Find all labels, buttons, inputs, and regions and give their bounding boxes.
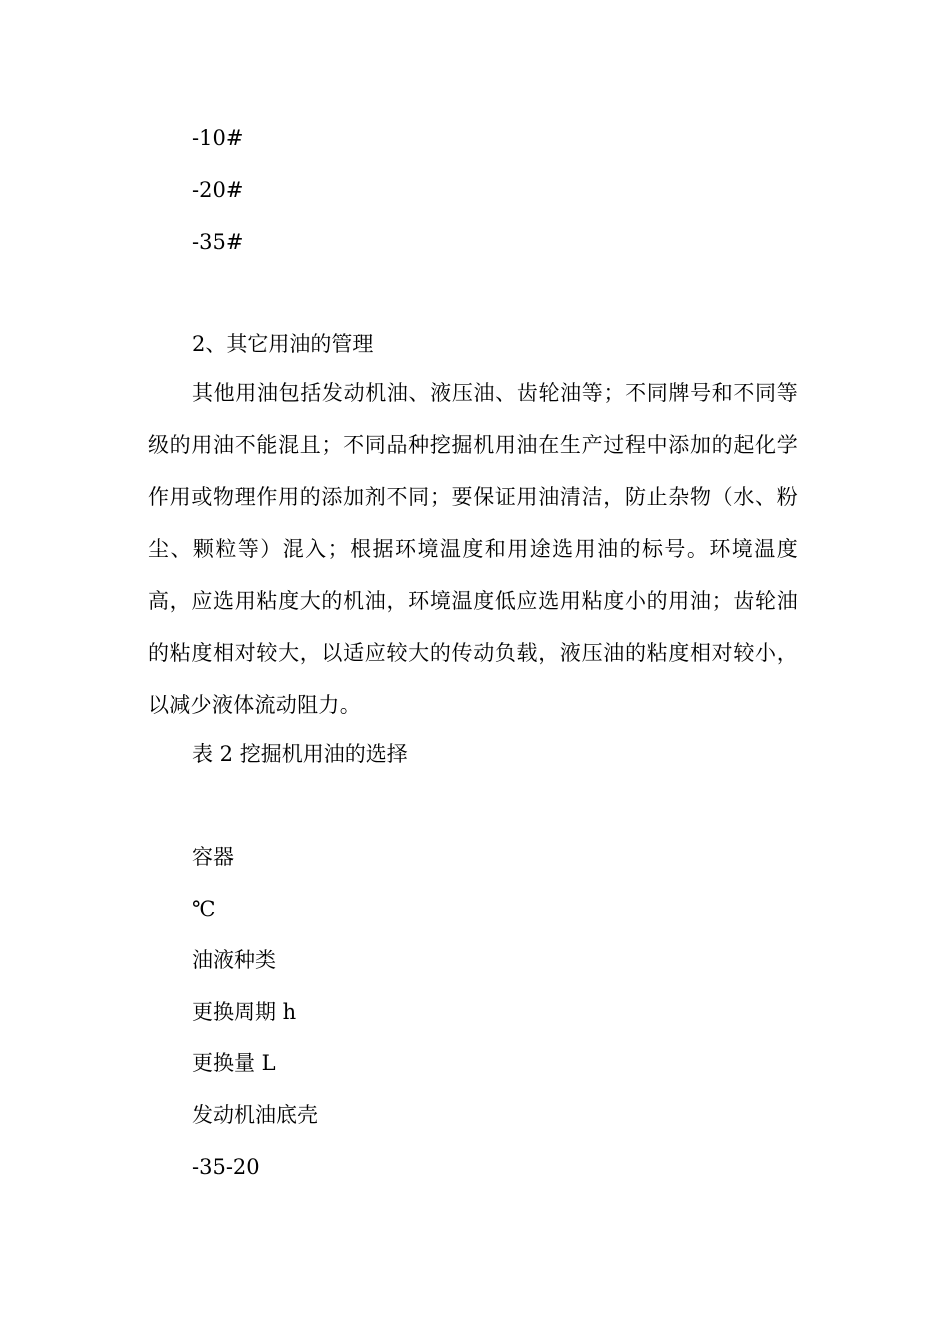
table-cell: 更换量 L (192, 1051, 276, 1075)
table-cell: 发动机油底壳 (192, 1103, 318, 1127)
table-cell: 更换周期 h (192, 1000, 297, 1024)
body-paragraph: 其他用油包括发动机油、液压油、齿轮油等；不同牌号和不同等级的用油不能混且；不同品种挖掘机用油在生产过程中添加的起化学作用或物理作用的添加剂不同；要保证用油清洁，防止杂物（水、粉尘、颗粒等）混入；根据环境温度和用途选用油的标号。环境温度高，应选用粘度大的机油，环境温度低应选用粘度小的用油；齿轮油的粘度相对较大，以适应较大的传动负载，液压油的粘度相对较小，以减少液体流动阻力。 (148, 381, 798, 717)
table-cell: ℃ (192, 897, 216, 921)
grade-item: -35# (192, 230, 244, 254)
table-caption: 表 2 挖掘机用油的选择 (192, 742, 408, 766)
table-cell: 油液种类 (192, 948, 276, 972)
section-heading: 2、其它用油的管理 (192, 332, 374, 356)
table-cell: 容器 (192, 845, 234, 869)
grade-item: -10# (192, 126, 244, 150)
grade-item: -20# (192, 178, 244, 202)
table-cell: -35-20 (192, 1155, 260, 1179)
